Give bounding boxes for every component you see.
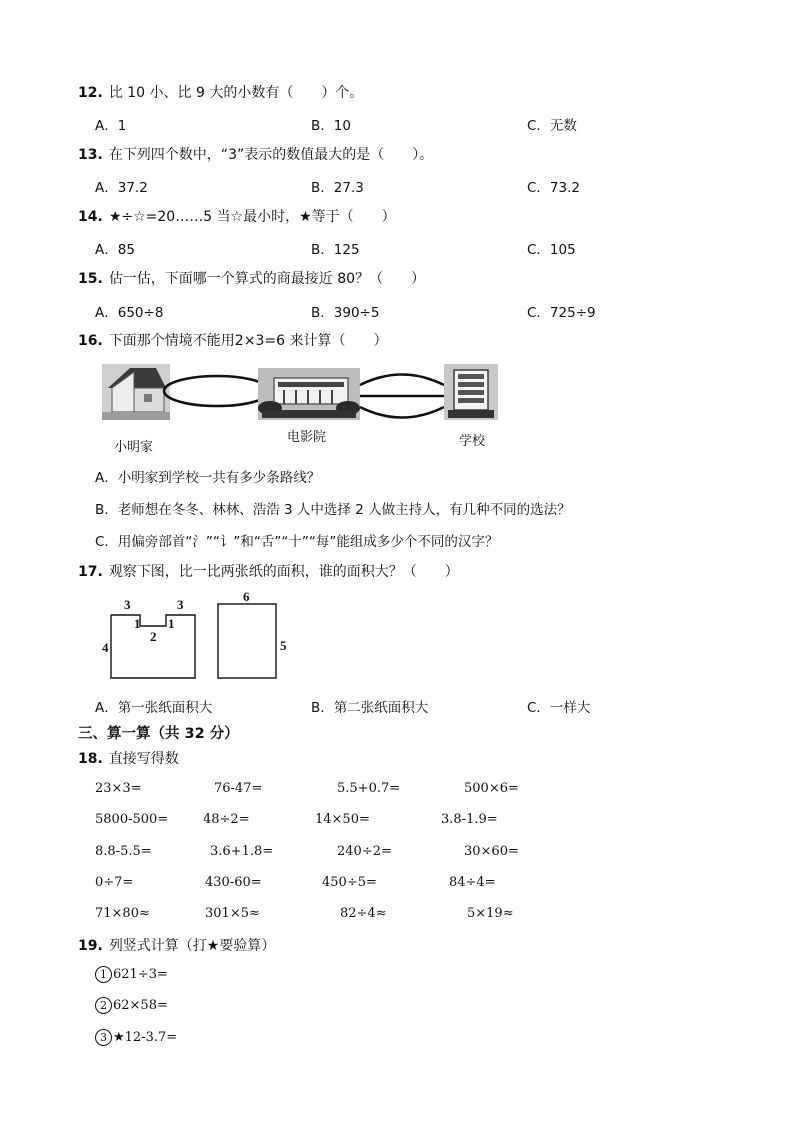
path-cinema-school-1 (360, 375, 444, 386)
fig1-top-right: 3 (177, 597, 184, 612)
calc-item: 240÷2= (337, 844, 392, 859)
question-text: 直接写得数 (108, 751, 179, 767)
calc-item: 301×5≈ (205, 906, 260, 921)
question-number: 16. (78, 333, 103, 349)
path-cinema-school-3 (360, 407, 444, 418)
fig1-left: 4 (102, 640, 109, 655)
question-16 (78, 330, 387, 350)
vertical-calc-item (95, 966, 168, 983)
vertical-calc-item (95, 997, 168, 1014)
q13-option-b[interactable]: B．27.3 (311, 180, 364, 196)
vertical-calc-item (95, 1029, 177, 1046)
paper-2-outline (218, 604, 276, 678)
question-number: 19. (78, 938, 103, 954)
fig1-notch-left: 1 (134, 616, 141, 631)
question-number: 15. (78, 271, 103, 287)
calc-item: 5.5+0.7= (337, 781, 401, 796)
label-school: 学校 (459, 434, 486, 449)
school-icon (444, 364, 498, 420)
question-text: 在下列四个数中，“3”表示的数值最大的是（ ）。 (108, 147, 434, 163)
question-text: 下面那个情境不能用2×3=6 来计算（ ） (108, 333, 388, 349)
question-17 (78, 561, 459, 581)
q17-option-c[interactable]: C．一样大 (527, 700, 591, 716)
q13-option-c[interactable]: C．73.2 (527, 180, 580, 196)
calc-item: 450÷5= (322, 875, 377, 890)
calc-item: 48÷2= (203, 812, 250, 827)
question-number: 13. (78, 147, 103, 163)
calc-expression: 62×58= (113, 998, 168, 1013)
label-cinema: 电影院 (287, 430, 327, 445)
calc-item: 5×19≈ (467, 906, 514, 921)
q16-option-b[interactable]: B．老师想在冬冬、林林、浩浩 3 人中选择 2 人做主持人，有几种不同的选法？ (95, 502, 571, 518)
q14-option-a[interactable]: A．85 (95, 242, 135, 258)
question-18 (78, 748, 179, 768)
question-number: 12. (78, 85, 103, 101)
paper-figures (98, 590, 298, 690)
question-number: 14. (78, 209, 103, 225)
question-19 (78, 935, 275, 955)
calc-item: 3.8-1.9= (441, 812, 498, 827)
calc-item: 23×3= (95, 781, 142, 796)
q17-option-b[interactable]: B．第二张纸面积大 (311, 700, 429, 716)
q16-option-c[interactable]: C．用偏旁部首“氵”“讠”和“舌”“十”“每”能组成多少个不同的汉字？ (95, 534, 499, 550)
question-text: 比 10 小、比 9 大的小数有（ ）个。 (108, 85, 364, 101)
question-13 (78, 144, 433, 164)
calc-item: 82÷4≈ (340, 906, 387, 921)
calc-item: 5800-500= (95, 812, 169, 827)
q16-option-a[interactable]: A．小明家到学校一共有多少条路线？ (95, 470, 321, 486)
calc-item: 76-47= (214, 781, 263, 796)
calc-item: 3.6+1.8= (210, 844, 274, 859)
question-text: 观察下图，比一比两张纸的面积，谁的面积大？（ ） (108, 564, 459, 580)
label-home: 小明家 (114, 440, 154, 455)
q17-option-a[interactable]: A．第一张纸面积大 (95, 700, 213, 716)
question-text: 估一估，下面哪一个算式的商最接近 80？（ ） (108, 271, 426, 287)
question-12 (78, 82, 363, 102)
q12-option-a[interactable]: A．1 (95, 118, 127, 134)
house-icon (102, 364, 170, 420)
calc-expression: ★12-3.7= (113, 1030, 178, 1045)
question-text: 列竖式计算（打★要验算） (108, 938, 276, 954)
fig2-top: 6 (243, 590, 250, 604)
q15-option-c[interactable]: C．725÷9 (527, 305, 596, 321)
circled-number: 2 (95, 997, 112, 1014)
calc-item: 8.8-5.5= (95, 844, 152, 859)
question-15 (78, 268, 425, 288)
fig1-notch-bottom: 2 (150, 629, 157, 644)
circled-number: 3 (95, 1029, 112, 1046)
q14-option-b[interactable]: B．125 (311, 242, 360, 258)
q12-option-c[interactable]: C．无数 (527, 118, 577, 134)
fig1-top-left: 3 (124, 597, 131, 612)
section-title: 三、算一算（共 32 分） (78, 726, 239, 742)
q15-option-b[interactable]: B．390÷5 (311, 305, 380, 321)
question-number: 17. (78, 564, 103, 580)
question-number: 18. (78, 751, 103, 767)
cinema-icon (258, 368, 360, 420)
calc-item: 84÷4= (449, 875, 496, 890)
fig1-notch-right: 1 (168, 616, 175, 631)
calc-item: 30×60= (464, 844, 519, 859)
calc-item: 430-60= (205, 875, 262, 890)
question-text: ★÷☆=20……5 当☆最小时，★等于（ ） (108, 209, 396, 225)
calc-item: 500×6= (464, 781, 519, 796)
calc-item: 0÷7= (95, 875, 134, 890)
circled-number: 1 (95, 966, 112, 983)
question-14 (78, 206, 396, 226)
calc-item: 71×80≈ (95, 906, 150, 921)
q14-option-c[interactable]: C．105 (527, 242, 576, 258)
q15-option-a[interactable]: A．650÷8 (95, 305, 164, 321)
q13-option-a[interactable]: A．37.2 (95, 180, 148, 196)
calc-expression: 621÷3= (113, 967, 168, 982)
calc-item: 14×50= (315, 812, 370, 827)
fig2-right: 5 (280, 638, 287, 653)
q12-option-b[interactable]: B．10 (311, 118, 351, 134)
path-home-cinema (164, 376, 270, 406)
route-diagram (98, 360, 508, 422)
paper-1-outline (111, 615, 195, 678)
